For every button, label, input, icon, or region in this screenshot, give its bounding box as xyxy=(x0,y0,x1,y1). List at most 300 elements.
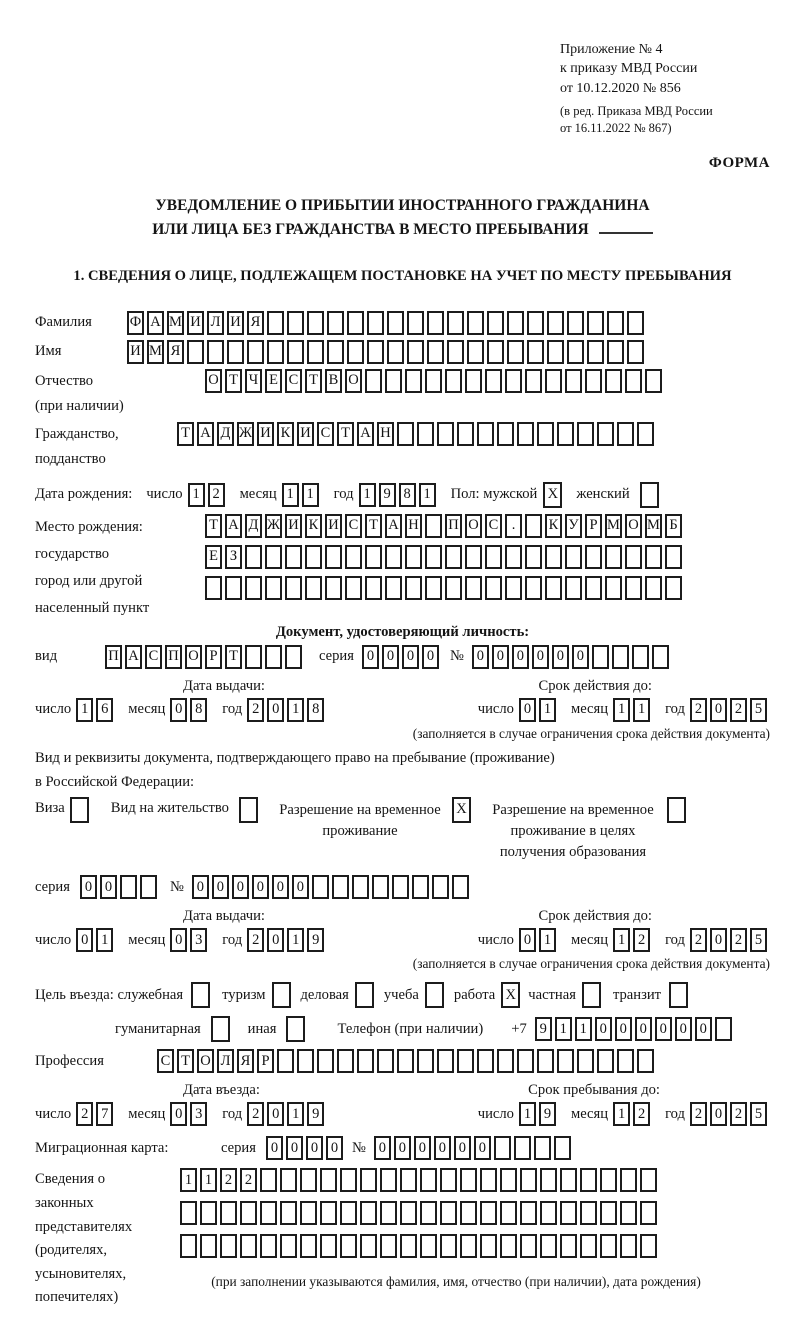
form-cell[interactable]: Т xyxy=(305,369,322,393)
form-cell[interactable] xyxy=(525,369,542,393)
form-cell[interactable] xyxy=(387,311,404,335)
form-cell[interactable]: 1 xyxy=(359,483,376,507)
form-cell[interactable] xyxy=(597,1049,614,1073)
form-cell[interactable] xyxy=(320,1168,337,1192)
form-cell[interactable] xyxy=(365,576,382,600)
form-cell[interactable]: 1 xyxy=(555,1017,572,1041)
form-cell[interactable] xyxy=(280,1168,297,1192)
form-cell[interactable]: 0 xyxy=(519,698,536,722)
form-cell[interactable]: 9 xyxy=(307,1102,324,1126)
form-cell[interactable] xyxy=(265,545,282,569)
form-cell[interactable]: 1 xyxy=(613,928,630,952)
form-cell[interactable] xyxy=(240,1201,257,1225)
form-cell[interactable]: 6 xyxy=(96,698,113,722)
form-cell[interactable]: 0 xyxy=(292,875,309,899)
form-cell[interactable] xyxy=(540,1201,557,1225)
form-cell[interactable]: К xyxy=(277,422,294,446)
form-cell[interactable]: 0 xyxy=(474,1136,491,1160)
form-cell[interactable] xyxy=(417,1049,434,1073)
form-cell[interactable]: А xyxy=(385,514,402,538)
form-cell[interactable] xyxy=(557,422,574,446)
form-cell[interactable]: О xyxy=(465,514,482,538)
form-cell[interactable] xyxy=(480,1234,497,1258)
form-cell[interactable]: 0 xyxy=(422,645,439,669)
form-cell[interactable]: 0 xyxy=(552,645,569,669)
form-cell[interactable]: Е xyxy=(265,369,282,393)
form-cell[interactable]: И xyxy=(285,514,302,538)
form-cell[interactable] xyxy=(545,576,562,600)
form-cell[interactable] xyxy=(245,576,262,600)
form-cell[interactable]: 8 xyxy=(399,483,416,507)
form-cell[interactable] xyxy=(625,369,642,393)
form-cell[interactable]: П xyxy=(445,514,462,538)
form-cell[interactable] xyxy=(467,340,484,364)
form-cell[interactable] xyxy=(600,1234,617,1258)
form-cell[interactable] xyxy=(405,545,422,569)
form-cell[interactable]: 1 xyxy=(180,1168,197,1192)
form-cell[interactable] xyxy=(600,1168,617,1192)
purpose-humanitarian-checkbox[interactable] xyxy=(211,1016,230,1042)
form-cell[interactable] xyxy=(392,875,409,899)
form-cell[interactable] xyxy=(514,1136,531,1160)
form-cell[interactable]: Я xyxy=(167,340,184,364)
form-cell[interactable] xyxy=(645,576,662,600)
form-cell[interactable]: Д xyxy=(217,422,234,446)
form-cell[interactable] xyxy=(427,340,444,364)
form-cell[interactable]: 0 xyxy=(695,1017,712,1041)
form-cell[interactable] xyxy=(565,369,582,393)
form-cell[interactable]: 3 xyxy=(190,928,207,952)
temp-residence-checkbox[interactable]: X xyxy=(452,797,471,823)
form-cell[interactable] xyxy=(332,875,349,899)
form-cell[interactable] xyxy=(507,340,524,364)
form-cell[interactable] xyxy=(380,1168,397,1192)
form-cell[interactable]: 0 xyxy=(414,1136,431,1160)
form-cell[interactable] xyxy=(325,576,342,600)
form-cell[interactable] xyxy=(265,645,282,669)
form-cell[interactable] xyxy=(420,1234,437,1258)
form-cell[interactable]: А xyxy=(147,311,164,335)
form-cell[interactable] xyxy=(360,1201,377,1225)
form-cell[interactable] xyxy=(517,1049,534,1073)
form-cell[interactable] xyxy=(377,1049,394,1073)
form-cell[interactable] xyxy=(485,369,502,393)
form-cell[interactable]: В xyxy=(325,369,342,393)
form-cell[interactable]: А xyxy=(197,422,214,446)
form-cell[interactable]: 2 xyxy=(690,928,707,952)
form-cell[interactable]: С xyxy=(485,514,502,538)
form-cell[interactable] xyxy=(640,1234,657,1258)
form-cell[interactable]: 2 xyxy=(76,1102,93,1126)
form-cell[interactable] xyxy=(580,1234,597,1258)
form-cell[interactable] xyxy=(400,1201,417,1225)
form-cell[interactable] xyxy=(397,1049,414,1073)
form-cell[interactable] xyxy=(305,576,322,600)
form-cell[interactable] xyxy=(585,545,602,569)
form-cell[interactable]: П xyxy=(165,645,182,669)
form-cell[interactable]: 0 xyxy=(267,928,284,952)
form-cell[interactable]: 2 xyxy=(730,698,747,722)
form-cell[interactable]: И xyxy=(257,422,274,446)
form-cell[interactable] xyxy=(627,311,644,335)
form-cell[interactable] xyxy=(407,311,424,335)
form-cell[interactable] xyxy=(485,545,502,569)
form-cell[interactable]: 5 xyxy=(750,698,767,722)
form-cell[interactable]: 2 xyxy=(247,698,264,722)
form-cell[interactable] xyxy=(425,576,442,600)
form-cell[interactable]: З xyxy=(225,545,242,569)
form-cell[interactable] xyxy=(525,545,542,569)
form-cell[interactable] xyxy=(380,1201,397,1225)
form-cell[interactable]: 0 xyxy=(492,645,509,669)
form-cell[interactable] xyxy=(585,369,602,393)
form-cell[interactable] xyxy=(665,545,682,569)
form-cell[interactable]: 1 xyxy=(539,698,556,722)
purpose-business-checkbox[interactable] xyxy=(355,982,374,1008)
form-cell[interactable] xyxy=(577,422,594,446)
form-cell[interactable] xyxy=(640,1201,657,1225)
male-checkbox[interactable]: X xyxy=(543,482,562,508)
form-cell[interactable] xyxy=(565,545,582,569)
form-cell[interactable] xyxy=(245,545,262,569)
form-cell[interactable]: У xyxy=(565,514,582,538)
form-cell[interactable] xyxy=(600,1201,617,1225)
form-cell[interactable]: 1 xyxy=(76,698,93,722)
form-cell[interactable]: Л xyxy=(217,1049,234,1073)
form-cell[interactable] xyxy=(345,576,362,600)
form-cell[interactable] xyxy=(120,875,137,899)
form-cell[interactable] xyxy=(494,1136,511,1160)
form-cell[interactable] xyxy=(417,422,434,446)
form-cell[interactable] xyxy=(557,1049,574,1073)
form-cell[interactable] xyxy=(345,545,362,569)
form-cell[interactable] xyxy=(652,645,669,669)
form-cell[interactable]: 1 xyxy=(188,483,205,507)
form-cell[interactable] xyxy=(567,340,584,364)
form-cell[interactable] xyxy=(517,422,534,446)
form-cell[interactable] xyxy=(140,875,157,899)
form-cell[interactable] xyxy=(457,422,474,446)
form-cell[interactable] xyxy=(560,1234,577,1258)
form-cell[interactable] xyxy=(567,311,584,335)
form-cell[interactable] xyxy=(620,1234,637,1258)
form-cell[interactable] xyxy=(592,645,609,669)
form-cell[interactable] xyxy=(285,645,302,669)
form-cell[interactable] xyxy=(385,545,402,569)
form-cell[interactable] xyxy=(537,422,554,446)
form-cell[interactable]: Н xyxy=(377,422,394,446)
form-cell[interactable]: 0 xyxy=(710,928,727,952)
form-cell[interactable]: 1 xyxy=(575,1017,592,1041)
form-cell[interactable] xyxy=(537,1049,554,1073)
form-cell[interactable]: 0 xyxy=(675,1017,692,1041)
form-cell[interactable] xyxy=(447,311,464,335)
form-cell[interactable]: 0 xyxy=(472,645,489,669)
form-cell[interactable] xyxy=(347,311,364,335)
form-cell[interactable] xyxy=(637,422,654,446)
form-cell[interactable]: 2 xyxy=(730,1102,747,1126)
form-cell[interactable] xyxy=(605,369,622,393)
form-cell[interactable]: 1 xyxy=(282,483,299,507)
form-cell[interactable]: Р xyxy=(205,645,222,669)
form-cell[interactable] xyxy=(460,1201,477,1225)
form-cell[interactable] xyxy=(267,311,284,335)
form-cell[interactable] xyxy=(200,1201,217,1225)
form-cell[interactable] xyxy=(405,576,422,600)
form-cell[interactable]: Р xyxy=(257,1049,274,1073)
form-cell[interactable] xyxy=(457,1049,474,1073)
form-cell[interactable] xyxy=(317,1049,334,1073)
form-cell[interactable]: 0 xyxy=(454,1136,471,1160)
form-cell[interactable]: И xyxy=(325,514,342,538)
form-cell[interactable] xyxy=(617,1049,634,1073)
form-cell[interactable]: 0 xyxy=(710,698,727,722)
form-cell[interactable] xyxy=(207,340,224,364)
form-cell[interactable] xyxy=(632,645,649,669)
form-cell[interactable]: 0 xyxy=(655,1017,672,1041)
form-cell[interactable]: С xyxy=(317,422,334,446)
form-cell[interactable] xyxy=(465,545,482,569)
form-cell[interactable] xyxy=(665,576,682,600)
form-cell[interactable]: 0 xyxy=(267,1102,284,1126)
form-cell[interactable]: О xyxy=(185,645,202,669)
form-cell[interactable]: К xyxy=(305,514,322,538)
form-cell[interactable]: М xyxy=(645,514,662,538)
form-cell[interactable]: Е xyxy=(205,545,222,569)
form-cell[interactable] xyxy=(225,576,242,600)
form-cell[interactable] xyxy=(545,545,562,569)
form-cell[interactable]: 9 xyxy=(307,928,324,952)
form-cell[interactable] xyxy=(300,1234,317,1258)
form-cell[interactable]: Т xyxy=(177,1049,194,1073)
form-cell[interactable] xyxy=(307,311,324,335)
form-cell[interactable]: К xyxy=(545,514,562,538)
form-cell[interactable] xyxy=(527,311,544,335)
form-cell[interactable]: 0 xyxy=(100,875,117,899)
form-cell[interactable] xyxy=(300,1168,317,1192)
form-cell[interactable] xyxy=(327,340,344,364)
form-cell[interactable] xyxy=(405,369,422,393)
form-cell[interactable] xyxy=(407,340,424,364)
form-cell[interactable]: 3 xyxy=(190,1102,207,1126)
form-cell[interactable]: Т xyxy=(337,422,354,446)
form-cell[interactable]: П xyxy=(105,645,122,669)
form-cell[interactable]: 0 xyxy=(572,645,589,669)
form-cell[interactable] xyxy=(620,1168,637,1192)
form-cell[interactable] xyxy=(540,1168,557,1192)
form-cell[interactable]: С xyxy=(157,1049,174,1073)
form-cell[interactable] xyxy=(507,311,524,335)
form-cell[interactable]: И xyxy=(297,422,314,446)
form-cell[interactable]: 0 xyxy=(170,1102,187,1126)
form-cell[interactable]: 2 xyxy=(690,698,707,722)
form-cell[interactable] xyxy=(347,340,364,364)
form-cell[interactable] xyxy=(477,1049,494,1073)
form-cell[interactable]: 2 xyxy=(730,928,747,952)
form-cell[interactable] xyxy=(620,1201,637,1225)
form-cell[interactable]: И xyxy=(127,340,144,364)
form-cell[interactable] xyxy=(520,1234,537,1258)
form-cell[interactable]: 2 xyxy=(208,483,225,507)
form-cell[interactable]: И xyxy=(227,311,244,335)
form-cell[interactable]: Ж xyxy=(237,422,254,446)
form-cell[interactable]: Р xyxy=(585,514,602,538)
form-cell[interactable] xyxy=(500,1168,517,1192)
form-cell[interactable] xyxy=(360,1168,377,1192)
form-cell[interactable] xyxy=(312,875,329,899)
form-cell[interactable] xyxy=(525,514,542,538)
form-cell[interactable] xyxy=(617,422,634,446)
form-cell[interactable]: А xyxy=(357,422,374,446)
form-cell[interactable]: 2 xyxy=(690,1102,707,1126)
form-cell[interactable]: 0 xyxy=(394,1136,411,1160)
form-cell[interactable] xyxy=(320,1234,337,1258)
form-cell[interactable]: Д xyxy=(245,514,262,538)
form-cell[interactable] xyxy=(420,1168,437,1192)
form-cell[interactable] xyxy=(440,1168,457,1192)
form-cell[interactable] xyxy=(305,545,322,569)
form-cell[interactable] xyxy=(372,875,389,899)
form-cell[interactable]: 0 xyxy=(80,875,97,899)
form-cell[interactable]: 2 xyxy=(633,928,650,952)
form-cell[interactable] xyxy=(260,1201,277,1225)
form-cell[interactable] xyxy=(485,576,502,600)
form-cell[interactable]: О xyxy=(197,1049,214,1073)
form-cell[interactable] xyxy=(267,340,284,364)
form-cell[interactable]: 0 xyxy=(192,875,209,899)
form-cell[interactable]: 0 xyxy=(374,1136,391,1160)
form-cell[interactable]: 0 xyxy=(232,875,249,899)
form-cell[interactable]: 9 xyxy=(535,1017,552,1041)
form-cell[interactable] xyxy=(432,875,449,899)
form-cell[interactable]: 0 xyxy=(326,1136,343,1160)
form-cell[interactable] xyxy=(565,576,582,600)
form-cell[interactable] xyxy=(352,875,369,899)
form-cell[interactable] xyxy=(547,311,564,335)
form-cell[interactable]: С xyxy=(345,514,362,538)
form-cell[interactable]: О xyxy=(345,369,362,393)
form-cell[interactable] xyxy=(277,1049,294,1073)
form-cell[interactable]: С xyxy=(145,645,162,669)
form-cell[interactable] xyxy=(467,311,484,335)
form-cell[interactable] xyxy=(187,340,204,364)
form-cell[interactable] xyxy=(540,1234,557,1258)
temp-residence-edu-checkbox[interactable] xyxy=(667,797,686,823)
form-cell[interactable] xyxy=(180,1234,197,1258)
form-cell[interactable]: 1 xyxy=(519,1102,536,1126)
form-cell[interactable] xyxy=(527,340,544,364)
form-cell[interactable] xyxy=(287,311,304,335)
form-cell[interactable]: 2 xyxy=(247,1102,264,1126)
form-cell[interactable] xyxy=(640,1168,657,1192)
form-cell[interactable]: 9 xyxy=(379,483,396,507)
form-cell[interactable] xyxy=(280,1201,297,1225)
form-cell[interactable] xyxy=(500,1201,517,1225)
form-cell[interactable] xyxy=(425,545,442,569)
form-cell[interactable] xyxy=(445,545,462,569)
form-cell[interactable] xyxy=(240,1234,257,1258)
form-cell[interactable]: 0 xyxy=(252,875,269,899)
form-cell[interactable] xyxy=(357,1049,374,1073)
form-cell[interactable]: Н xyxy=(405,514,422,538)
form-cell[interactable]: 1 xyxy=(96,928,113,952)
form-cell[interactable]: Я xyxy=(247,311,264,335)
form-cell[interactable] xyxy=(645,545,662,569)
form-cell[interactable]: 0 xyxy=(595,1017,612,1041)
form-cell[interactable] xyxy=(627,340,644,364)
form-cell[interactable]: Т xyxy=(177,422,194,446)
form-cell[interactable]: 1 xyxy=(633,698,650,722)
form-cell[interactable]: Ф xyxy=(127,311,144,335)
form-cell[interactable] xyxy=(340,1168,357,1192)
form-cell[interactable]: 7 xyxy=(96,1102,113,1126)
form-cell[interactable]: 9 xyxy=(539,1102,556,1126)
form-cell[interactable] xyxy=(285,576,302,600)
form-cell[interactable]: 0 xyxy=(710,1102,727,1126)
form-cell[interactable] xyxy=(465,576,482,600)
form-cell[interactable]: . xyxy=(505,514,522,538)
form-cell[interactable]: М xyxy=(605,514,622,538)
form-cell[interactable]: 0 xyxy=(306,1136,323,1160)
form-cell[interactable]: 0 xyxy=(382,645,399,669)
form-cell[interactable] xyxy=(437,1049,454,1073)
form-cell[interactable]: 1 xyxy=(613,698,630,722)
form-cell[interactable] xyxy=(400,1234,417,1258)
form-cell[interactable]: 1 xyxy=(419,483,436,507)
form-cell[interactable] xyxy=(585,576,602,600)
form-cell[interactable] xyxy=(505,545,522,569)
form-cell[interactable]: Я xyxy=(237,1049,254,1073)
form-cell[interactable] xyxy=(287,340,304,364)
form-cell[interactable] xyxy=(460,1168,477,1192)
form-cell[interactable] xyxy=(460,1234,477,1258)
form-cell[interactable] xyxy=(520,1168,537,1192)
form-cell[interactable] xyxy=(437,422,454,446)
form-cell[interactable]: 2 xyxy=(220,1168,237,1192)
purpose-other-checkbox[interactable] xyxy=(286,1016,305,1042)
form-cell[interactable]: 1 xyxy=(613,1102,630,1126)
form-cell[interactable]: О xyxy=(205,369,222,393)
form-cell[interactable] xyxy=(200,1234,217,1258)
form-cell[interactable] xyxy=(607,311,624,335)
form-cell[interactable]: Т xyxy=(205,514,222,538)
form-cell[interactable] xyxy=(625,576,642,600)
form-cell[interactable] xyxy=(220,1234,237,1258)
form-cell[interactable]: Т xyxy=(225,369,242,393)
form-cell[interactable]: 1 xyxy=(287,698,304,722)
form-cell[interactable]: 0 xyxy=(272,875,289,899)
form-cell[interactable]: 2 xyxy=(633,1102,650,1126)
form-cell[interactable] xyxy=(340,1201,357,1225)
form-cell[interactable] xyxy=(440,1234,457,1258)
form-cell[interactable]: Т xyxy=(365,514,382,538)
form-cell[interactable] xyxy=(380,1234,397,1258)
form-cell[interactable] xyxy=(205,576,222,600)
form-cell[interactable] xyxy=(420,1201,437,1225)
form-cell[interactable] xyxy=(327,311,344,335)
form-cell[interactable]: 1 xyxy=(287,1102,304,1126)
form-cell[interactable] xyxy=(445,576,462,600)
form-cell[interactable] xyxy=(365,369,382,393)
form-cell[interactable] xyxy=(367,311,384,335)
form-cell[interactable]: 0 xyxy=(434,1136,451,1160)
form-cell[interactable] xyxy=(612,645,629,669)
purpose-study-checkbox[interactable] xyxy=(425,982,444,1008)
form-cell[interactable] xyxy=(560,1168,577,1192)
form-cell[interactable] xyxy=(715,1017,732,1041)
form-cell[interactable] xyxy=(285,545,302,569)
form-cell[interactable] xyxy=(637,1049,654,1073)
